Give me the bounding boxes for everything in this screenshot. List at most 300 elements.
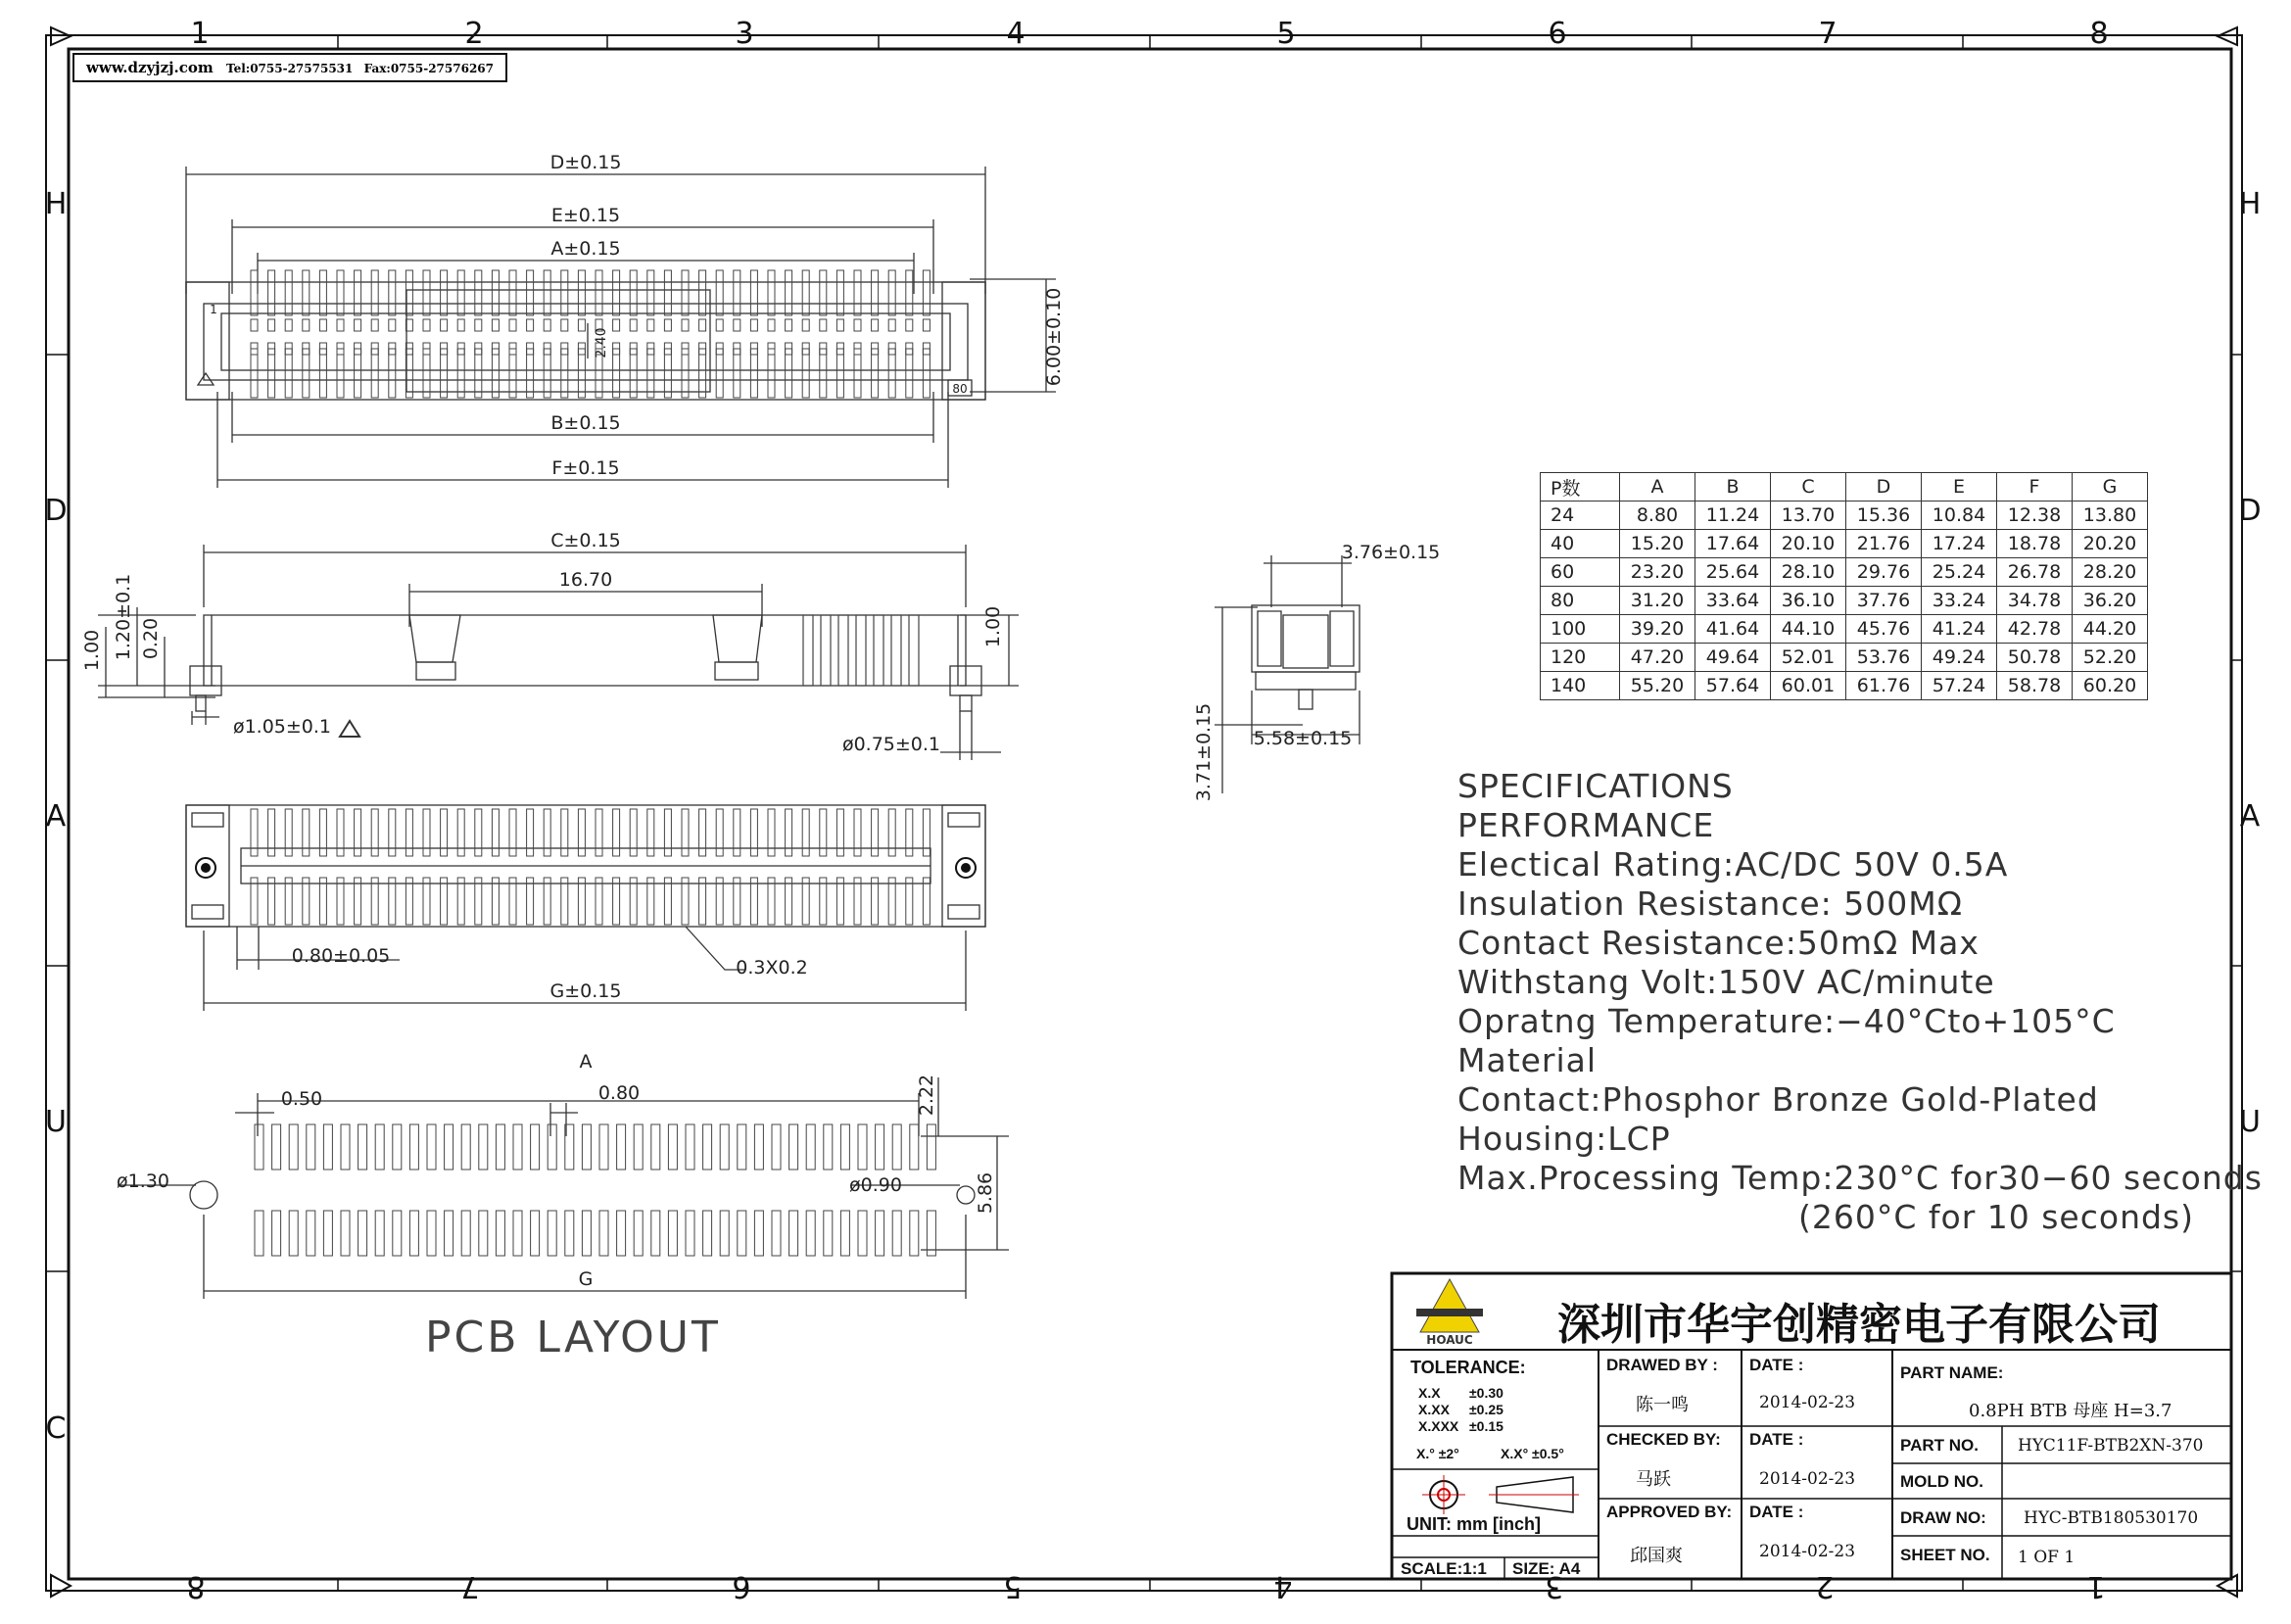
pin-table-cell: 50.78 (1997, 644, 2073, 672)
top-pin (630, 349, 637, 398)
pin-table-row (1541, 530, 2148, 558)
pin-table-cell: 23.20 (1620, 558, 1695, 587)
top-contact (492, 319, 499, 331)
top-pin (854, 270, 861, 315)
drawed-by-label: DRAWED BY : (1606, 1356, 1718, 1374)
top-pin (613, 270, 620, 315)
top-contact (285, 319, 292, 331)
top-contact (475, 319, 482, 331)
pin-table-cell: 40 (1541, 530, 1620, 558)
dim-c: C±0.15 (550, 530, 621, 551)
bottom-pin (389, 809, 396, 856)
bottom-pin (527, 878, 534, 925)
top-pin (303, 270, 310, 315)
top-contact (371, 319, 378, 331)
pcb-dim-g: G (578, 1268, 594, 1290)
top-pin (319, 270, 326, 315)
tel-text: Tel:0755-27575531 (226, 62, 354, 75)
spec-contact-resistance: Contact Resistance:50mΩ Max (1457, 924, 1980, 962)
pcb-dim-080: 0.80 (597, 1082, 641, 1104)
top-contact (854, 319, 861, 331)
top-pin (441, 270, 448, 315)
bottom-pin (630, 809, 637, 856)
pcb-pad (255, 1211, 263, 1256)
pcb-dim-222: 2.22 (916, 1074, 937, 1117)
pcb-pad (479, 1211, 488, 1256)
pcb-pads (255, 1124, 935, 1256)
pin-table-cell: 45.76 (1846, 615, 1922, 644)
bottom-pin (509, 878, 516, 925)
pcb-pad (289, 1211, 298, 1256)
bottom-pin (768, 878, 775, 925)
bottom-pin (596, 809, 602, 856)
bottom-pin (664, 809, 671, 856)
svg-text:1: 1 (190, 17, 210, 51)
top-pin (509, 270, 516, 315)
pcb-pad (445, 1211, 453, 1256)
pcb-pad (738, 1211, 746, 1256)
top-pin (786, 270, 792, 315)
bottom-pin (492, 809, 499, 856)
bottom-pin (872, 809, 879, 856)
pin-table-cell: 36.20 (2073, 587, 2148, 615)
bottom-pin (734, 878, 740, 925)
side-view-pins (803, 615, 919, 686)
pin-table-cell: 28.20 (2073, 558, 2148, 587)
bottom-pin (647, 878, 654, 925)
bottom-pin (820, 809, 827, 856)
pcb-pad (789, 1211, 798, 1256)
pcb-pad (703, 1124, 712, 1170)
pin-table-cell: 10.84 (1922, 502, 1997, 530)
pin-table-cell: 58.78 (1997, 672, 2073, 700)
top-contact (836, 319, 843, 331)
top-pin (303, 349, 310, 398)
center-mark: 2.40 (594, 327, 609, 358)
top-pin (492, 349, 499, 398)
pcb-pad (409, 1124, 418, 1170)
bottom-pin (457, 878, 464, 925)
bottom-pin (682, 878, 689, 925)
contact-header (72, 53, 507, 82)
svg-text:4: 4 (1273, 1569, 1293, 1603)
pin-table-cell: 8.80 (1620, 502, 1695, 530)
tol-x-val: ±0.30 (1469, 1385, 1503, 1401)
pin-dimension-table (1540, 472, 2148, 700)
bottom-pin (854, 809, 861, 856)
spec-insulation: Insulation Resistance: 500MΩ (1457, 884, 1963, 923)
top-pin (527, 270, 534, 315)
svg-text:3: 3 (1545, 1569, 1564, 1603)
top-contact (613, 319, 620, 331)
unit-label: UNIT: mm [inch] (1407, 1514, 1541, 1534)
pin-table-cell: 21.76 (1846, 530, 1922, 558)
dim-d075: ø0.75±0.1 (841, 734, 941, 755)
top-pin (613, 349, 620, 398)
pcb-pad (582, 1124, 591, 1170)
side-pin (856, 615, 866, 686)
top-contact (527, 319, 534, 331)
bottom-pin (716, 878, 723, 925)
pcb-pad (513, 1124, 522, 1170)
pcb-dim-d090: ø0.90 (849, 1174, 902, 1196)
top-contact (888, 319, 895, 331)
pcb-pad (651, 1124, 660, 1170)
pin-table-cell: 57.24 (1922, 672, 1997, 700)
pcb-pad (738, 1124, 746, 1170)
pin-table-cell: 42.78 (1997, 615, 2073, 644)
tol-xxx: X.XXX (1418, 1418, 1459, 1434)
bottom-pin (906, 878, 913, 925)
spec-material: Material (1457, 1041, 1598, 1079)
top-pin (355, 349, 361, 398)
svg-text:8: 8 (186, 1569, 206, 1603)
pin-table-header-cell: C (1771, 473, 1846, 502)
dim-376: 3.76±0.15 (1341, 542, 1441, 563)
pcb-pad (876, 1211, 884, 1256)
bottom-pin (613, 878, 620, 925)
bottom-pin (319, 878, 326, 925)
pin-label-1: 1 (210, 303, 217, 316)
top-pin (786, 349, 792, 398)
side-pin (803, 615, 813, 686)
spec-contact: Contact:Phosphor Bronze Gold-Plated (1457, 1080, 2099, 1119)
pin-table-cell: 25.24 (1922, 558, 1997, 587)
top-contact (923, 319, 930, 331)
top-pin (716, 349, 723, 398)
draw-no-label: DRAW NO: (1900, 1508, 1986, 1527)
date-2: 2014-02-23 (1759, 1469, 1856, 1489)
bottom-pin (441, 878, 448, 925)
pin-table-cell: 28.10 (1771, 558, 1846, 587)
bottom-pin (509, 809, 516, 856)
dim-03x02: 0.3X0.2 (736, 957, 808, 979)
top-pin (734, 270, 740, 315)
top-contact (441, 319, 448, 331)
top-contact (544, 319, 550, 331)
company-name: 深圳市华宇创精密电子有限公司 (1557, 1300, 2161, 1350)
top-pin (923, 270, 930, 315)
tol-angle-1: X.° ±2° (1416, 1446, 1459, 1461)
svg-text:7: 7 (460, 1569, 480, 1603)
bottom-pin (544, 878, 550, 925)
pcb-pad (634, 1211, 643, 1256)
pcb-pad (375, 1124, 384, 1170)
pcb-pad (858, 1124, 867, 1170)
top-pin (768, 349, 775, 398)
pin-table-cell: 34.78 (1997, 587, 2073, 615)
pcb-pad (409, 1211, 418, 1256)
approved-by-label: APPROVED BY: (1606, 1503, 1733, 1521)
top-contact (906, 319, 913, 331)
top-contact (389, 319, 396, 331)
pin-table-header (1541, 473, 2148, 502)
top-pin (337, 349, 344, 398)
pin-table-cell: 60 (1541, 558, 1620, 587)
top-pin (561, 349, 568, 398)
top-pin (716, 270, 723, 315)
top-contact (423, 319, 430, 331)
top-pin (750, 270, 757, 315)
top-contact (716, 319, 723, 331)
top-pin (682, 270, 689, 315)
pin-table-header-cell: F (1997, 473, 2073, 502)
svg-text:5: 5 (1003, 1569, 1023, 1603)
top-pin (251, 349, 258, 398)
pcb-pad (272, 1211, 281, 1256)
top-pin (475, 270, 482, 315)
pcb-pad (599, 1211, 608, 1256)
top-pin (544, 270, 550, 315)
pcb-pad (840, 1211, 849, 1256)
top-contact (578, 319, 585, 331)
top-pin (664, 270, 671, 315)
fax-text: Fax:0755-27576267 (363, 62, 495, 75)
bottom-pin (268, 878, 275, 925)
top-contact (768, 319, 775, 331)
svg-text:6: 6 (1548, 17, 1567, 51)
dim-558: 5.58±0.15 (1253, 728, 1353, 749)
bottom-pin (836, 878, 843, 925)
date-label-3: DATE : (1749, 1503, 1804, 1521)
bottom-pin (251, 809, 258, 856)
top-pin (596, 270, 602, 315)
bottom-pin (337, 878, 344, 925)
pcb-pad (531, 1124, 540, 1170)
top-contact (457, 319, 464, 331)
side-pin (891, 615, 901, 686)
pcb-pad (927, 1124, 935, 1170)
bottom-pin (285, 878, 292, 925)
bottom-pin (475, 878, 482, 925)
top-pin (475, 349, 482, 398)
tol-xx: X.XX (1418, 1402, 1450, 1417)
pin-table-cell: 37.76 (1846, 587, 1922, 615)
pcb-pad (323, 1211, 332, 1256)
dim-height: 6.00±0.10 (1043, 287, 1065, 387)
pcb-pad (686, 1211, 694, 1256)
top-pin (699, 349, 706, 398)
bottom-pin (457, 809, 464, 856)
pcb-pad (307, 1211, 315, 1256)
pin-table-cell: 44.20 (2073, 615, 2148, 644)
date-1: 2014-02-23 (1759, 1393, 1856, 1412)
pin-table-cell: 44.10 (1771, 615, 1846, 644)
top-pin (820, 270, 827, 315)
pin-table-cell: 41.64 (1695, 615, 1771, 644)
checked-by-label: CHECKED BY: (1606, 1430, 1721, 1449)
pcb-pad (806, 1124, 815, 1170)
pcb-pad (548, 1211, 556, 1256)
pcb-pad (892, 1124, 901, 1170)
bottom-pin (802, 809, 809, 856)
svg-text:6: 6 (732, 1569, 751, 1603)
top-pin (888, 270, 895, 315)
top-pin (647, 270, 654, 315)
svg-text:U: U (45, 1105, 67, 1139)
bottom-pin (406, 878, 412, 925)
dim-g: G±0.15 (549, 980, 622, 1002)
pcb-pad (531, 1211, 540, 1256)
pin-table-cell: 55.20 (1620, 672, 1695, 700)
bottom-pin (699, 809, 706, 856)
pin-table-row (1541, 644, 2148, 672)
spec-withstand: Withstang Volt:150V AC/minute (1457, 963, 1995, 1001)
pcb-pad (651, 1211, 660, 1256)
svg-text:8: 8 (2089, 17, 2109, 51)
pcb-pad (806, 1211, 815, 1256)
dim-a: A±0.15 (550, 238, 621, 260)
top-pin (457, 349, 464, 398)
bottom-pin (578, 809, 585, 856)
top-pin (750, 349, 757, 398)
mold-no-label: MOLD NO. (1900, 1472, 1983, 1491)
pcb-pad (910, 1124, 919, 1170)
bottom-pin (561, 878, 568, 925)
bottom-pin (734, 809, 740, 856)
spec-processing: Max.Processing Temp:230°C for30−60 seconds (1457, 1159, 2263, 1197)
svg-text:H: H (2238, 187, 2262, 221)
pin-table-cell: 33.64 (1695, 587, 1771, 615)
side-pin (838, 615, 848, 686)
pcb-pad (876, 1124, 884, 1170)
top-contact (630, 319, 637, 331)
pin-table-cell: 17.24 (1922, 530, 1997, 558)
pcb-pad (599, 1124, 608, 1170)
svg-text:3: 3 (735, 17, 754, 51)
top-pin (268, 270, 275, 315)
top-pin (872, 349, 879, 398)
pin-table-cell: 120 (1541, 644, 1620, 672)
top-contact (820, 319, 827, 331)
pcb-pad (427, 1211, 436, 1256)
top-pin (854, 349, 861, 398)
svg-text:D: D (2238, 494, 2262, 528)
bottom-pin (888, 878, 895, 925)
pin-label-80: 80 (952, 382, 968, 396)
svg-text:7: 7 (1818, 17, 1838, 51)
dim-d105: ø1.05±0.1 (232, 716, 332, 738)
bottom-pin (786, 878, 792, 925)
top-pin (682, 349, 689, 398)
bottom-pin (251, 878, 258, 925)
tolerance-label: TOLERANCE: (1410, 1358, 1526, 1377)
pcb-pad (772, 1124, 781, 1170)
top-pin (441, 349, 448, 398)
svg-text:C: C (45, 1411, 67, 1446)
top-contact (337, 319, 344, 331)
pcb-pad (824, 1124, 833, 1170)
pin-table-header-cell: P数 (1541, 473, 1620, 502)
pcb-pad (513, 1211, 522, 1256)
pcb-pad (754, 1124, 763, 1170)
pin-table-row (1541, 615, 2148, 644)
pcb-pad (427, 1124, 436, 1170)
part-name: 0.8PH BTB 母座 H=3.7 (1969, 1401, 2172, 1421)
top-pin (802, 349, 809, 398)
pcb-pad (289, 1124, 298, 1170)
bottom-pin (630, 878, 637, 925)
pcb-dim-d130: ø1.30 (117, 1170, 169, 1192)
pin-table-row (1541, 672, 2148, 700)
pcb-pad (393, 1124, 402, 1170)
top-pin (527, 349, 534, 398)
bottom-view-pins (251, 809, 930, 925)
top-pin (699, 270, 706, 315)
pcb-pad (479, 1124, 488, 1170)
pcb-pad (445, 1124, 453, 1170)
bottom-pin (355, 878, 361, 925)
dim-080-pitch: 0.80±0.05 (291, 945, 391, 967)
bottom-pin (337, 809, 344, 856)
part-no: HYC11F-BTB2XN-370 (2018, 1436, 2204, 1456)
spec-performance: PERFORMANCE (1457, 806, 1715, 844)
dim-371: 3.71±0.15 (1193, 702, 1215, 802)
top-pin (836, 270, 843, 315)
pcb-dim-a: A (579, 1051, 593, 1073)
top-pin (544, 349, 550, 398)
top-pin (371, 349, 378, 398)
pcb-pad (461, 1211, 470, 1256)
svg-text:A: A (45, 799, 67, 834)
bottom-pin (544, 809, 550, 856)
bottom-pin (561, 809, 568, 856)
pin-table-cell: 26.78 (1997, 558, 2073, 587)
dim-f: F±0.15 (551, 457, 620, 479)
pin-table-cell: 61.76 (1846, 672, 1922, 700)
top-contact (561, 319, 568, 331)
specifications (1457, 767, 2263, 1237)
top-pin (389, 349, 396, 398)
svg-text:A: A (2239, 799, 2261, 834)
bottom-pin (406, 809, 412, 856)
pcb-pad (824, 1211, 833, 1256)
top-pin (457, 270, 464, 315)
top-pin (578, 270, 585, 315)
dim-d: D±0.15 (549, 152, 622, 173)
bottom-pin (888, 809, 895, 856)
bottom-pin (750, 809, 757, 856)
pin-table-cell: 13.80 (2073, 502, 2148, 530)
tol-x: X.X (1418, 1385, 1441, 1401)
company-logo (1416, 1279, 1483, 1347)
pin-table-cell: 41.24 (1922, 615, 1997, 644)
spec-heading: SPECIFICATIONS (1457, 767, 1734, 805)
bottom-pin (802, 878, 809, 925)
pin-table-cell: 52.01 (1771, 644, 1846, 672)
bottom-pin (836, 809, 843, 856)
pcb-pad (754, 1211, 763, 1256)
date-label-1: DATE : (1749, 1356, 1804, 1374)
pcb-pad (892, 1211, 901, 1256)
pin-table-cell: 52.20 (2073, 644, 2148, 672)
top-pin (768, 270, 775, 315)
pin-table-cell: 13.70 (1771, 502, 1846, 530)
pcb-pad (496, 1211, 504, 1256)
top-pin (337, 270, 344, 315)
pin-table-cell: 39.20 (1620, 615, 1695, 644)
top-pin (923, 349, 930, 398)
top-contact (303, 319, 310, 331)
bottom-pin (423, 878, 430, 925)
date-label-2: DATE : (1749, 1430, 1804, 1449)
top-pin (251, 270, 258, 315)
bottom-pin (371, 809, 378, 856)
pcb-pad (375, 1211, 384, 1256)
top-pin (734, 349, 740, 398)
svg-text:4: 4 (1006, 17, 1026, 51)
pcb-dim-050: 0.50 (280, 1088, 323, 1110)
